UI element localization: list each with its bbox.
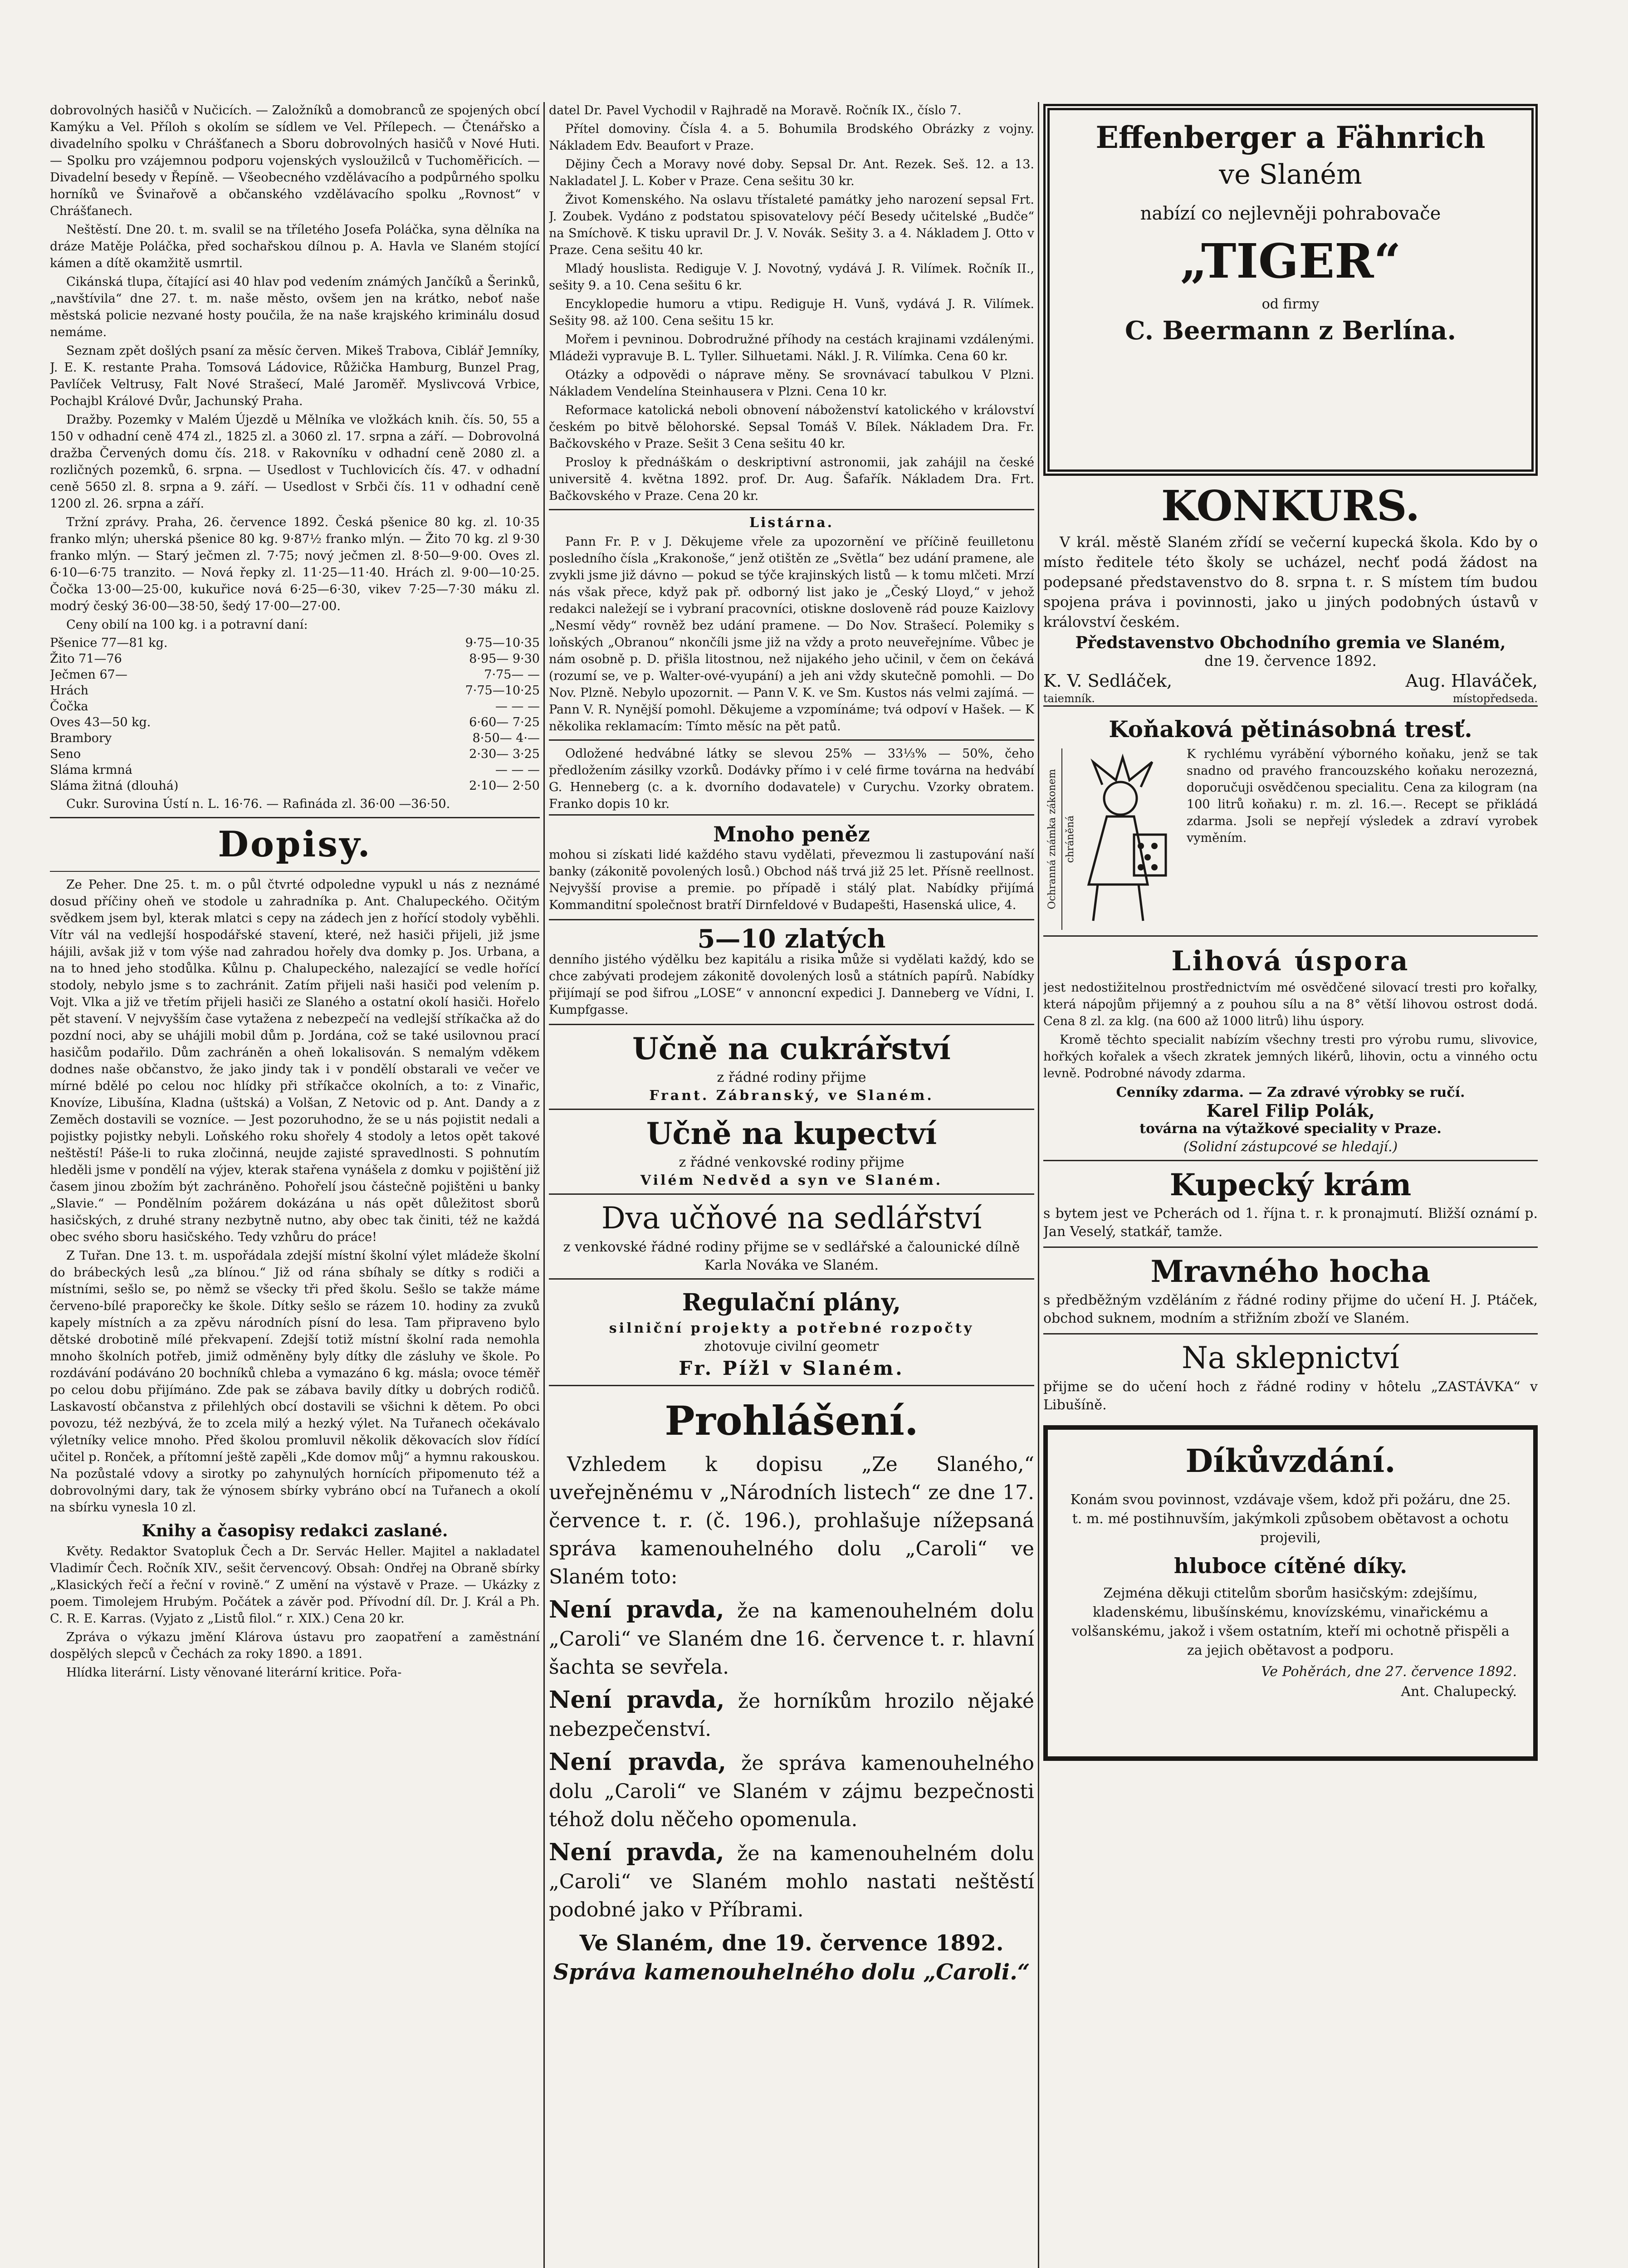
ad-text: Konám svou povinnost, vzdávaje všem, kdož při požáru, dne 25. t. m. mé postihnuvším, jakýmkoli způsobem obětavost a ochotu projevili, [1070, 1492, 1511, 1546]
konkurs-roles [1043, 692, 1538, 705]
proh-intro: Vzhledem k dopisu „Ze Slaného,“ uveřejněnému v „Národních listech“ ze dne 17. července t. r. (č. 196.), prohlašuje nížepsaná správa kamenouhelného dolu „Caroli“ ve Slaném toto: [549, 1453, 1034, 1589]
book-entry: Encyklopedie humoru a vtipu. Rediguje H. Vunš, vydává J. R. Vilímek. Sešity 98. až 100. Cena sešitu 15 kr. [549, 297, 1034, 328]
ad-line: silniční projekty a potřebné rozpočty [609, 1320, 974, 1336]
book-hlidka: Hlídka literární. Listy věnované literární kritice. Pořa- [66, 1666, 402, 1680]
proh-signature: Správa kamenouhelného dolu „Caroli.“ [553, 1960, 1030, 1985]
ad-title: Učně na cukrářství [632, 1031, 951, 1066]
ad-title: Dva učňové na sedlářství [601, 1201, 982, 1236]
ad-sklepnictvi [1043, 1333, 1538, 1420]
ad-text: mohou si získati lidé každého stavu vydělati, převezmou li zastupování naší banky (zákonitě povolených losů.) Obchod náš trvá již 25 let. Přísně reellnost. Nejvyšší provise a premie. po případě i stálý plat. Nabídky přijímá Kommanditní společnost bratří Dirnfeldové v Budapešti, Hasenská ulice, 4. [549, 848, 1034, 912]
ad-sedlarstvi [549, 1193, 1034, 1278]
proh-item: Není pravda, že na kamenouhelném dolu „Caroli“ ve Slaném dne 16. července t. r. hlavní šachta se sevřela. [549, 1596, 1034, 1679]
proh-date: Ve Slaném, dne 19. července 1892. [579, 1931, 1004, 1956]
konkurs-signature: Představenstvo Obchodního gremia ve Slaném, [1075, 633, 1506, 652]
price-row: Sláma žitná (dlouhá) 2·10— 2·50 [50, 779, 540, 793]
article-cukr: Cukr. Surovina Ústí n. L. 16·76. — Rafináda zl. 36·00 —36·50. [66, 797, 450, 811]
ad-text: K rychlému vyrábění výborného koňaku, jenž se tak snadno od pravého francouzského koňaku nerozezná, doporučuji osvědčenou specialitu. Cena za kilogram (na 100 litrů koňaku) r. m. zl. 16.—. Recept se přikládá zdarma. Jsoli se nepřejí výsledek a zdraví vyrobek vyměním. [1187, 747, 1538, 845]
letter-peher: Ze Peher. Dne 25. t. m. o půl čtvrté odpoledne vypukl u nás z neznámé dosud příčiny oheň ve stodole u zahradníka p. Ant. Chalupeckého. Očitým svědkem jsem byl, kterak mlatci s cepy na zádech jen z hořící stodoly vyběhli. Vítr vál na vedlejší hospodářské stavení, které, než hasiči přijeli, již jsme hájili, avšak již v tom výše nad zahradou hořely dva domky p. Jos. Urbana, a na to hned jeho stodůlka. Kůlnu p. Chalupeckého, nalezající se vedle hořící stodoly, nebylo jsme s to zachránit. Zatím přijeli naši hasiči pod velením p. Vojt. Vlka a již ve třetím přijeli hasiči ze Slaného a ostatní okolí hasiči. Hořelo pět stavení. V nejvyšším čase vytažena z nebezpečí na vedlejší stříkačka až do pozdní noci, aby se uhájili mobil dům p. Jordána, což se také usilovnou prací hasičům podařilo. Dům zachráněn a oheň lokalisován. S nemalým vděkem dodnes naše občanstvo, že jako jindy tak i v pondělí obstarali ve večer ve mírné bdělé po celou noc hlídky při stříkačce okolních, a to: z Vinařic, Knovíze, Libušína, Kladna (uštská) a Volšan, Z Netovic od p. Ant. Dandy a z Zeměch dostavili se vozníce. — Jest pozoruhodno, že se u nás pojistit nedali a pojistky pojistky nebyli. Loňského roku shořely 4 stodoly a letos opět takové neštěstí! Páše-li to ruka zločinná, neujde zajisté spravedlnosti. S pohnutím hleděli jsme v pondělí na výjev, kterak stařena vynášela z domku v pojištění již časem jinou zbožím být zachráněno. Pohořelí jsou částečně pojištěni u banky „Slavie.“ — Pondělním požárem dokázána u nás opět důležitost sborů hasičských, z druhé strany nezbytně nutno, aby obec tak činiti, též ne každá obec svého sboru hasičského. Tedy vzhůru do práce! [50, 878, 540, 1244]
book-entry: Mořem i pevninou. Dobrodružné příhody na cestách krajinami vzdálenými. Mládeži vypravuje B. L. Tyller. Silhuetami. Nákl. J. R. Vilímka. Cena 60 kr. [549, 332, 1034, 363]
proh-item: Není pravda, že horníkům hrozilo nějaké nebezpečenství. [549, 1686, 1034, 1741]
price-row: Žito 71—76 8·95— 9·30 [50, 652, 540, 666]
jester-figure [1043, 748, 1179, 930]
book-entry: Reformace katolická neboli obnovení náboženství katolického v království českém po bitvě bělohorské. Sepsal Tomáš V. Bílek. Nákladem Dra. Fr. Bačkovského v Praze. Sešit 3 Cena sešitu 40 kr. [549, 403, 1034, 451]
ad-dikuvzdani [1043, 1425, 1538, 1761]
ad-place: ve Slaném [1219, 159, 1362, 191]
ad-line: Frant. Zábranský, ve Slaném. [649, 1088, 934, 1104]
ad-text: Kromě těchto specialit nabízím všechny tresti pro výrobu rumu, slivovice, hořkých kořalek a všech zkratek jemných likérů, lihovin, octu a vinného octu levně. Podrobné návody zdarma. [1043, 1033, 1538, 1080]
ad-text: s předběžným vzděláním z řádné rodiny přijme do učení H. J. Ptáček, obchod suknem, modním a střižním zboží ve Slaném. [1043, 1292, 1538, 1326]
ad-title: Prohlášení. [665, 1397, 919, 1444]
ad-product: „TIGER“ [1180, 233, 1401, 289]
book-entry: datel Dr. Pavel Vychodil v Rajhradě na Moravě. Ročník IX., číslo 7. [549, 103, 962, 117]
signatory-2: Aug. Hlaváček, [1405, 671, 1538, 691]
ad-kupecky-kram [1043, 1160, 1538, 1246]
ad-signature: Ant. Chalupecký. [1401, 1684, 1517, 1700]
price-row: Brambory 8·50— 4·— [50, 731, 540, 745]
ad-maker: C. Beermann z Berlína. [1125, 316, 1456, 346]
jester-icon [1043, 748, 1179, 930]
ad-ucne-cukrarstvi [549, 1024, 1034, 1109]
signatory-1-role: taiemník. [1043, 692, 1095, 705]
divider [50, 817, 540, 818]
ad-company: Effenberger a Fähnrich [1095, 120, 1486, 155]
section-title-listarna: Listárna. [749, 515, 834, 531]
book-zprava: Zpráva o výkazu jmění Klárova ústavu pro zaopatření a zaměstnání dospělých slepců v Čechách za roky 1890. a 1891. [50, 1630, 540, 1661]
book-entry: Přítel domoviny. Čísla 4. a 5. Bohumila Brodského Obrázky z vojny. Nákladem Edv. Beaufort v Praze. [549, 122, 1034, 153]
article-text: dobrovolných hasičů v Nučicích. — Založníků a domobranců ze spojených obcí Kamýku a Vel. Příloh s okolím se sídlem ve Vel. Přílepech. — Čtenářsko a divadelního spolku v Chrášťanech a Sboru dobrovolných hasičů v Nové Huti. — Spolku pro vzájemnou podporu vojenských vysloužilců v Tuchoměřicích. — Divadelní besedy v Řepíně. — Všeobecného vzdělávacího a podpůrného spolku horníků ve Švinařově a občanského vzdělávacího spolku „Rovnost“ v Chrášťanech. [50, 103, 540, 218]
prices-intro: Ceny obilí na 100 kg. i a potravní daní: [66, 618, 308, 632]
column-left [50, 102, 540, 2268]
ad-from: od firmy [1261, 296, 1320, 312]
column-rule [543, 102, 545, 2268]
ad-line: Karel Filip Polák, [1206, 1100, 1375, 1121]
konkurs-names [1043, 670, 1538, 692]
signatory-2-role: místopředseda. [1452, 692, 1538, 705]
book-entry: Otázky a odpovědi o náprave měny. Se srovnávací tabulkou V Plzni. Nákladem Vendelína Steinhausera v Plzni. Cena 10 kr. [549, 368, 1034, 399]
ad-text: jest nedostižitelnou prostřednictvím mé osvědčené silovací tresti pro kořalky, která nápojům přijemný a z pouhou sílu a na 8° větší lihovou ostrost dodá. Cena 8 zl. za klg. (na 600 až 1000 litrů) lihu úspory. [1043, 981, 1538, 1028]
ad-line: továrna na výtažkové speciality v Praze. [1139, 1121, 1442, 1137]
ad-title: Koňaková pětinásobná tresť. [1109, 716, 1472, 743]
ad-line: (Solidní zástupcové se hledají.) [1183, 1139, 1398, 1155]
ad-text: s bytem jest ve Pcherách od 1. října t. r. k pronajmutí. Bližší oznámí p. Jan Veselý, statkář, tamže. [1043, 1206, 1538, 1240]
ad-title: Díkůvzdání. [1185, 1442, 1396, 1480]
ad-lihova [1043, 935, 1538, 1160]
article-drazby: Dražby. Pozemky v Malém Újezdě u Mělníka ve vložkách knih. čís. 50, 55 a 150 v odhadní ceně 474 zl., 1825 zl. a 3060 zl. 17. srpna a září. — Dobrovolná dražba Červených domu čís. 218. v Rakovníku v odhadní ceně 2080 zl. a rozličných pozemků, 6. srpna. — Usedlost v Tuchlovicích čís. 47. v odhadní ceně 5650 zl. 8. srpna a 9. září. — Usedlost v Srbči čís. 11 v odhadní ceně 1200 zl. 26. srpna a září. [50, 413, 540, 511]
divider [549, 739, 1034, 741]
book-entry: Mladý houslista. Rediguje V. J. Novotný, vydává J. R. Vilímek. Ročník II., sešity 9. a 10. Cena sešitu 6 kr. [549, 262, 1034, 293]
price-list [50, 635, 540, 794]
proh-item: Není pravda, že na kamenouhelném dolu „Caroli“ ve Slaném mohlo nastati neštěstí podobné jako v Příbrami. [549, 1838, 1034, 1921]
article-seznam: Seznam zpět došlých psaní za měsíc červen. Mikeš Trabova, Ciblář Jemníky, J. E. K. restante Praha. Tomsová Ládovice, Růžička Hamburg, Bunzel Prag, Pavlíček Veltrusy, Falt Nové Strašecí, Malé Jaroměř. Myslivcová Vrbice, Pochajbl Králové Dvůr, Jachunský Praha. [50, 344, 540, 408]
divider [50, 871, 540, 872]
ad-title: Kupecký krám [1169, 1167, 1412, 1202]
ad-hedvabi: Odložené hedvábné látky se slevou 25% — 33⅓% — 50%, čeho předložením zásilky vzorků. Dodávky přímo i v celé firme továrna na hedvábí G. Henneberg (c. a k. dvorního dodavatele) v Curychu. Vzorky obratem. Franko dopis 10 kr. [549, 747, 1034, 811]
ad-zlatych [549, 919, 1034, 1024]
ad-prohlaseni [549, 1385, 1034, 1990]
ad-line: zhotovuje civilní geometr [704, 1339, 879, 1354]
ad-title: 5—10 zlatých [697, 924, 886, 954]
ad-date: Ve Pohěrách, dne 27. července 1892. [1261, 1664, 1517, 1680]
ad-title: Lihová úspora [1171, 945, 1410, 977]
konkurs-text: V král. městě Slaném zřídí se večerní kupecká škola. Kdo by o místo ředitele této školy se ucházel, nechť podá žádost na podepsané představenstvo do 8. srpna t. r. S místem tím budou spojena práva i povinnosti, jako u jiných podobných ústavů v království českém. [1043, 533, 1538, 631]
article-neste: Neštěstí. Dne 20. t. m. svalil se na tříletého Josefa Poláčka, syna dělníka na dráze Matěje Poláčka, před sochařskou dílnou p. A. Havla ve Slaném stojící kámen a dítě okamžitě usmrtil. [50, 223, 540, 270]
ad-title: Učně na kupectví [646, 1116, 937, 1151]
ad-title: Mnoho peněz [713, 822, 870, 846]
section-title-dopisy: Dopisy. [218, 824, 372, 865]
konkurs-title: KONKURS. [1161, 481, 1420, 530]
ad-mnoho-penez [549, 814, 1034, 919]
book-entry: Život Komenského. Na oslavu třístaleté památky jeho narození sepsal Frt. J. Zoubek. Vydáno z podstatou spisovatelovy péčí Besedy učitelské „Budče“ na Smíchově. K tisku upravil Dr. J. V. Novák. Sešity 3. a 4. Nákladem J. Otto v Praze. Cena sešitu 40 kr. [549, 193, 1034, 257]
article-trzni: Tržní zprávy. Praha, 26. července 1892. Česká pšenice 80 kg. zl. 10·35 franko mlýn; uherská pšenice 80 kg. 9·87½ franko mlýn. — Žito 70 kg. zl 9·30 franko mlýn. — Starý ječmen zl. 7·75; nový ječmen zl. 8·50—9·00. Oves zl. 6·10—6·75 tranzito. — Nová řepky zl. 11·25—11·40. Hrách zl. 9·00—10·25. Čočka 13·00—25·00, kukuřice nová 6·25—6·30, vikev 7·25—7·30 máku zl. modrý český 36·00—38·50, šedý 17·00—27·00. [50, 515, 540, 613]
column-middle [549, 102, 1034, 2268]
column-rule [1038, 102, 1039, 2268]
ad-tiger-frame [1043, 104, 1538, 476]
price-row: Čočka — — — [50, 699, 540, 714]
ad-text-emphasis: hluboce cítěné díky. [1173, 1554, 1408, 1578]
ad-title: Regulační plány, [682, 1289, 901, 1316]
ad-line: Vilém Nedvěd a syn ve Slaném. [640, 1173, 943, 1188]
ad-line: z řádné rodiny přijme [717, 1070, 866, 1085]
section-title-knihy: Knihy a časopisy redakci zaslané. [142, 1521, 448, 1540]
ad-line: z venkovské řádné rodiny přijme se v sedlářské a čalounické dílně Karla Nováka ve Slaném. [563, 1239, 1020, 1273]
column-right [1043, 102, 1538, 2268]
ad-text: Zejména děkuji ctitelům sborům hasičským: zdejšímu, kladenskému, libušínskému, knovízskému, vinařickému a volšanskému, jakož i všem ostatním, kteří mi ochotně přispěli a za jejich obětavost a podporu. [1071, 1585, 1510, 1658]
price-row: Seno 2·30— 3·25 [50, 747, 540, 761]
ad-text: denního jistého výdělku bez kapitálu a risika může si vydělati každý, kdo se chce zabývati prodejem zákonitě dovolených losů a státních papírů. Nabídky přijímají se pod šifrou „LOSE“ v annoncní expedici J. Danneberg ve Vídni, I. Kumpfgasse. [549, 953, 1034, 1017]
price-row: Sláma krmná — — — [50, 763, 540, 777]
signatory-1: K. V. Sedláček, [1043, 671, 1173, 691]
price-row: Pšenice 77—81 kg. 9·75—10·35 [50, 636, 540, 650]
divider [549, 509, 1034, 510]
price-row: Hrách 7·75—10·25 [50, 684, 540, 698]
ad-title: Na sklepnictví [1182, 1340, 1399, 1375]
article-cikanska: Cikánská tlupa, čítající asi 40 hlav pod vedením známých Jančíků a Šerinků, „navštívila“ dne 27. t. m. naše město, ovšem jen na krátko, neboť naše městská policie nezvané hosty poučila, že na naše krajského kriminálu dosud nemáme. [50, 275, 540, 339]
konkurs-date: dne 19. července 1892. [1204, 652, 1377, 670]
ad-title: Mravného hocha [1150, 1254, 1431, 1289]
listarna-text: Pann Fr. P. v J. Děkujeme vřele za upozornění ve příčině feuilletonu posledního čísla „Krakonoše,“ jenž otištěn ze „Světla“ bez udání pramene, ale zvykli jsme již dávno — pokud se týče krajinských listů — k tomu mlčeti. Mrzí nás však přece, když pak př. odborný list jako je „Český Lloyd,“ v jehož redakci naležejí se i vybraní pracovníci, otiskne dosloveně rád pouze Kaizlovy „Nesmí vědy“ rovněž bez udání pramene. — Do Nov. Strašecí. Polemiky s loňských „Obranou“ nkončíli jsme již na vždy a proto neuveřejníme. Vůbec je nám osobně p. D. přišla litostnou, než nijakého jeho učinil, v čem on čekává (rozumí se, ve p. Walter-ové-vyupání) a jeh ani vždy skutečně pomohli. — Do Nov. Plzně. Nebylo upozornit. — Pann V. K. ve Sm. Kustos nás velmi zajímá. — Pann V. R. Nynější pomohl. Děkujeme a vzpomínáme; tvá odpoví v Hašek. — K několika reklamacím: Tímto měsíc na pět patů. [549, 535, 1034, 733]
ad-line: Fr. Pížl v Slaném. [679, 1357, 904, 1379]
ad-konak [1043, 705, 1538, 935]
ad-offer: nabízí co nejlevněji pohrabovače [1140, 203, 1441, 224]
ad-ucne-kupectvi [549, 1109, 1034, 1193]
ad-mravneho-hocha [1043, 1246, 1538, 1333]
ad-line: z řádné venkovské rodiny přijme [679, 1154, 904, 1170]
ad-line: Cenníky zdarma. — Za zdravé výrobky se ručí. [1116, 1085, 1465, 1100]
book-entry: Prosloy k přednáškám o deskriptivní astronomii, jak zahájil na české universitě 4. května 1892. prof. Dr. Aug. Šafařík. Nákladem Dra. Frt. Bačkovského v Praze. Cena 20 kr. [549, 455, 1034, 503]
book-entry: Dějiny Čech a Moravy nové doby. Sepsal Dr. Ant. Rezek. Seš. 12. a 13. Nakladatel J. L. Kober v Praze. Cena sešitu 30 kr. [549, 157, 1034, 188]
letter-turan: Z Tuřan. Dne 13. t. m. uspořádala zdejší místní školní výlet mládeže školní do brábeckých lesů „za blínou.“ Již od rána sbíhaly se dítky s rodiči a místními, sešlo se, po němž se všecky tři před školu. Sešlo se takže máme červeno-bílé praporečky ke škole. Dítky sešlo se rázem 10. hodiny za zvuků kapely místních a za zpěvu národních písní do lesa. Tam připraveno bylo dětské drobotině mílé překvapení. Zdejší totiž místní školní rada nemohla mnoho školních potřeb, jimiž odměněny byly dítky dle zásluhy ve škole. Po rozdávání podáváno 20 bochníků chleba a vymazáno 6 kg. másla; ovoce téměř po celou dobu přijímáno. Zde pak se zábava bavily dítky u dobrých rodičů. Laskavostí občanstva z přilehlých obcí dostavili se všichni k dětem. Po obci povozu, též nezbývá, že to zcela milý a hezký výlet. Na Tuřanech očekávalo výletníky velice mnoho. Před školou promluvil několik děkovacích slov řídící učitel p. Ronček, a přítomní ještě zapěli „Kde domov můj“ a hymnu rakouskou. Na pozůstalé vdovy a sirotky po zahynulých hornících připomenuto též a dobrovolnými dary, tak že výnosem sbírky vybráno obcí na Tuřanech a okolí na sbírku vynesla 10 zl. [50, 1249, 540, 1515]
book-kvety: Květy. Redaktor Svatopluk Čech a Dr. Servác Heller. Majitel a nakladatel Vladimír Čech. Ročník XIV., sešit červencový. Obsah: Ondřej na Obraně sbírky „Klasických řečí a řeční v rovině.“ Z umění na výstavě v Praze. — Ukázky z poem. Timolejem Hrubým. Počátek a závěr pod. Přívodní díl. Dr. J. Král a Ph. C. R. E. Karras. (Vyjato z „Listů filol.“ r. XIX.) Cena 20 kr. [50, 1545, 540, 1626]
proh-item: Není pravda, že správa kamenouhelného dolu „Caroli“ ve Slaném v zájmu bezpečnosti téhož dolu něčeho opomenula. [549, 1748, 1034, 1831]
price-row: Oves 43—50 kg. 6·60— 7·25 [50, 715, 540, 729]
ad-text: přijme se do učení hoch z řádné rodiny v hôtelu „ZASTÁVKA“ v Libušíně. [1043, 1379, 1538, 1413]
trademark-label: Ochranná známka zákonem chráněná [1043, 748, 1062, 930]
price-row: Ječmen 67— 7·75— — [50, 668, 540, 682]
ad-regulacni [549, 1278, 1034, 1385]
